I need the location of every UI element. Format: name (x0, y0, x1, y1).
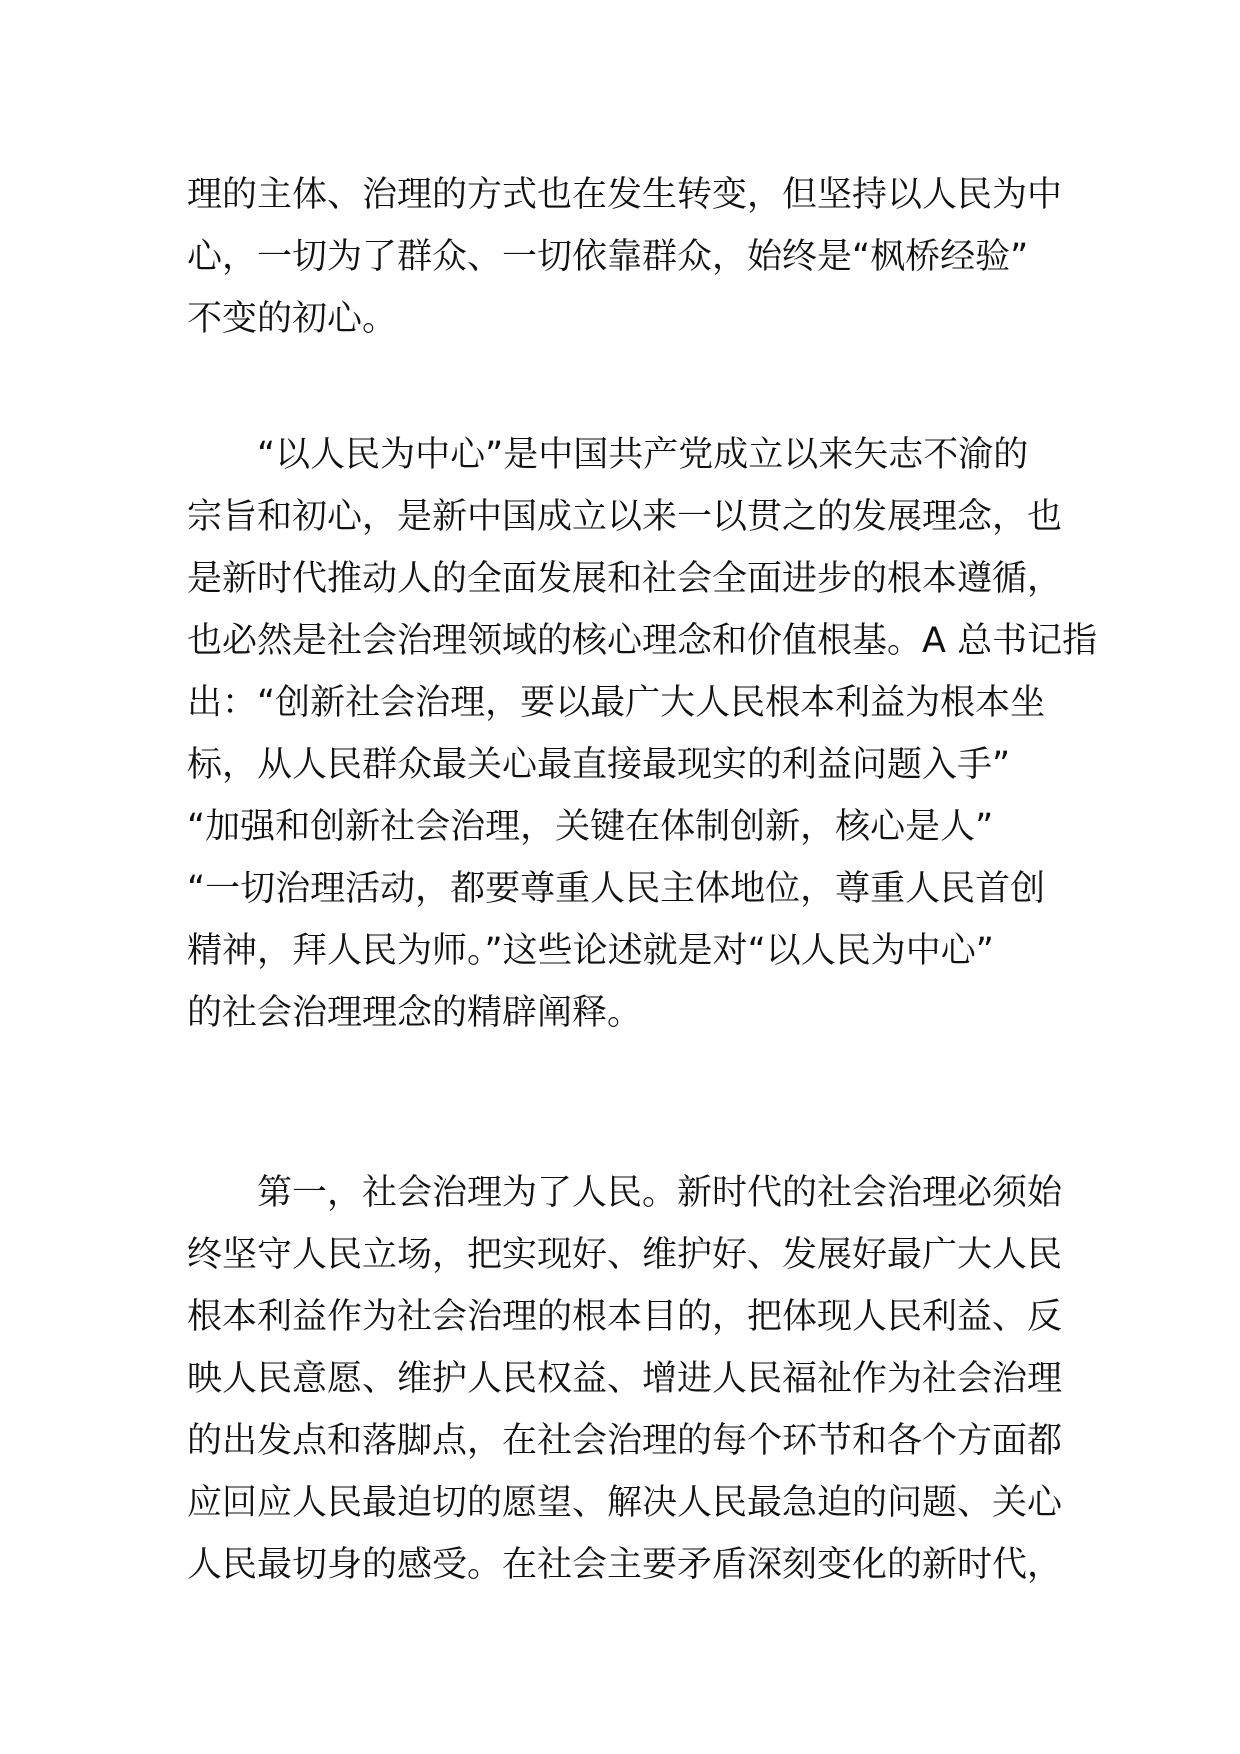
text-line: 是新时代推动人的全面发展和社会全面进步的根本遵循， (187, 559, 1063, 599)
text-line: 理的主体、治理的方式也在发生转变，但坚持以人民为中 (187, 175, 1063, 215)
text-line: 的社会治理理念的精辟阐释。 (187, 993, 643, 1033)
text-line: 根本利益作为社会治理的根本目的，把体现人民利益、反 (187, 1297, 1063, 1337)
text-line: 不变的初心。 (187, 299, 398, 339)
text-line: 映人民意愿、维护人民权益、增进人民福祉作为社会治理 (187, 1359, 1063, 1399)
text-line: “一切治理活动，都要尊重人民主体地位，尊重人民首创 (187, 869, 1046, 909)
text-line: 心，一切为了群众、一切依靠群众，始终是“枫桥经验” (187, 237, 1029, 277)
text-line: 人民最切身的感受。在社会主要矛盾深刻变化的新时代， (187, 1545, 1063, 1585)
paragraph-people-centered (187, 424, 1098, 1044)
paragraph-governance-for-people (187, 1162, 1063, 1596)
text-line: 的出发点和落脚点，在社会治理的每个环节和各个方面都 (187, 1421, 1063, 1461)
text-line: 标，从人民群众最关心最直接最现实的利益问题入手” (187, 745, 1011, 785)
text-line: “加强和创新社会治理，关键在体制创新，核心是人” (187, 807, 994, 847)
text-line: 精神，拜人民为师。”这些论述就是对“以人民为中心” (187, 931, 994, 971)
text-line: 第一，社会治理为了人民。新时代的社会治理必须始 (257, 1173, 1063, 1213)
text-line: 出：“创新社会治理，要以最广大人民根本利益为根本坐 (187, 683, 1046, 723)
text-line: 应回应人民最迫切的愿望、解决人民最急迫的问题、关心 (187, 1483, 1063, 1523)
text-line: 终坚守人民立场，把实现好、维护好、发展好最广大人民 (187, 1235, 1063, 1275)
text-line: “以人民为中心”是中国共产党成立以来矢志不渝的 (257, 435, 1029, 475)
paragraph-continuation (187, 164, 1063, 350)
text-line: 也必然是社会治理领域的核心理念和价值根基。A 总书记指 (187, 621, 1098, 661)
text-line: 宗旨和初心，是新中国成立以来一以贯之的发展理念，也 (187, 497, 1063, 537)
